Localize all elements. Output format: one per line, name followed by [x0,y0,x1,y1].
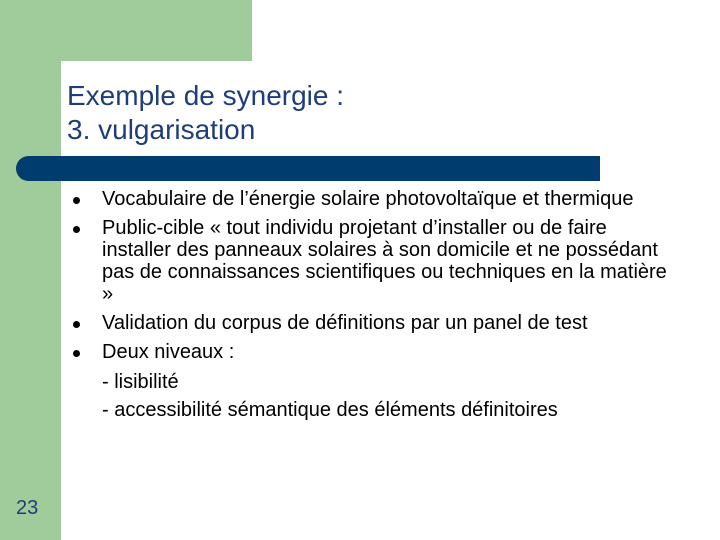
bullet-item [70,188,670,210]
bullet-item [70,341,670,424]
bullet-dot-icon [73,321,80,328]
bullet-text: Public-cible « tout individu projetant d’installer ou de faire installer des panneaux solaires à son domicile et ne possédant pas de connaissances scientifiques ou techniques en la matière » [102,217,667,305]
left-green-band [0,0,61,540]
slide-title-line2: 3. vulgarisation [67,114,256,145]
bullet-dot-icon [73,226,80,233]
bullet-item [70,217,670,305]
sub-item: - lisibilité [102,371,179,393]
bullet-item [70,312,670,334]
bullet-list [70,188,670,431]
slide-title [67,79,627,147]
top-green-band [0,0,252,61]
sub-item: - accessibilité sémantique des éléments définitoires [102,399,558,421]
bullet-dot-icon [73,350,80,357]
bullet-text: Validation du corpus de définitions par un panel de test [102,312,588,334]
bullet-text: Deux niveaux : [102,341,235,363]
title-divider-bar [16,156,600,181]
bullet-dot-icon [73,197,80,204]
slide-title-line1: Exemple de synergie : [67,80,345,111]
bullet-text: Vocabulaire de l’énergie solaire photovoltaïque et thermique [102,188,634,210]
page-number: 23 [16,497,39,519]
